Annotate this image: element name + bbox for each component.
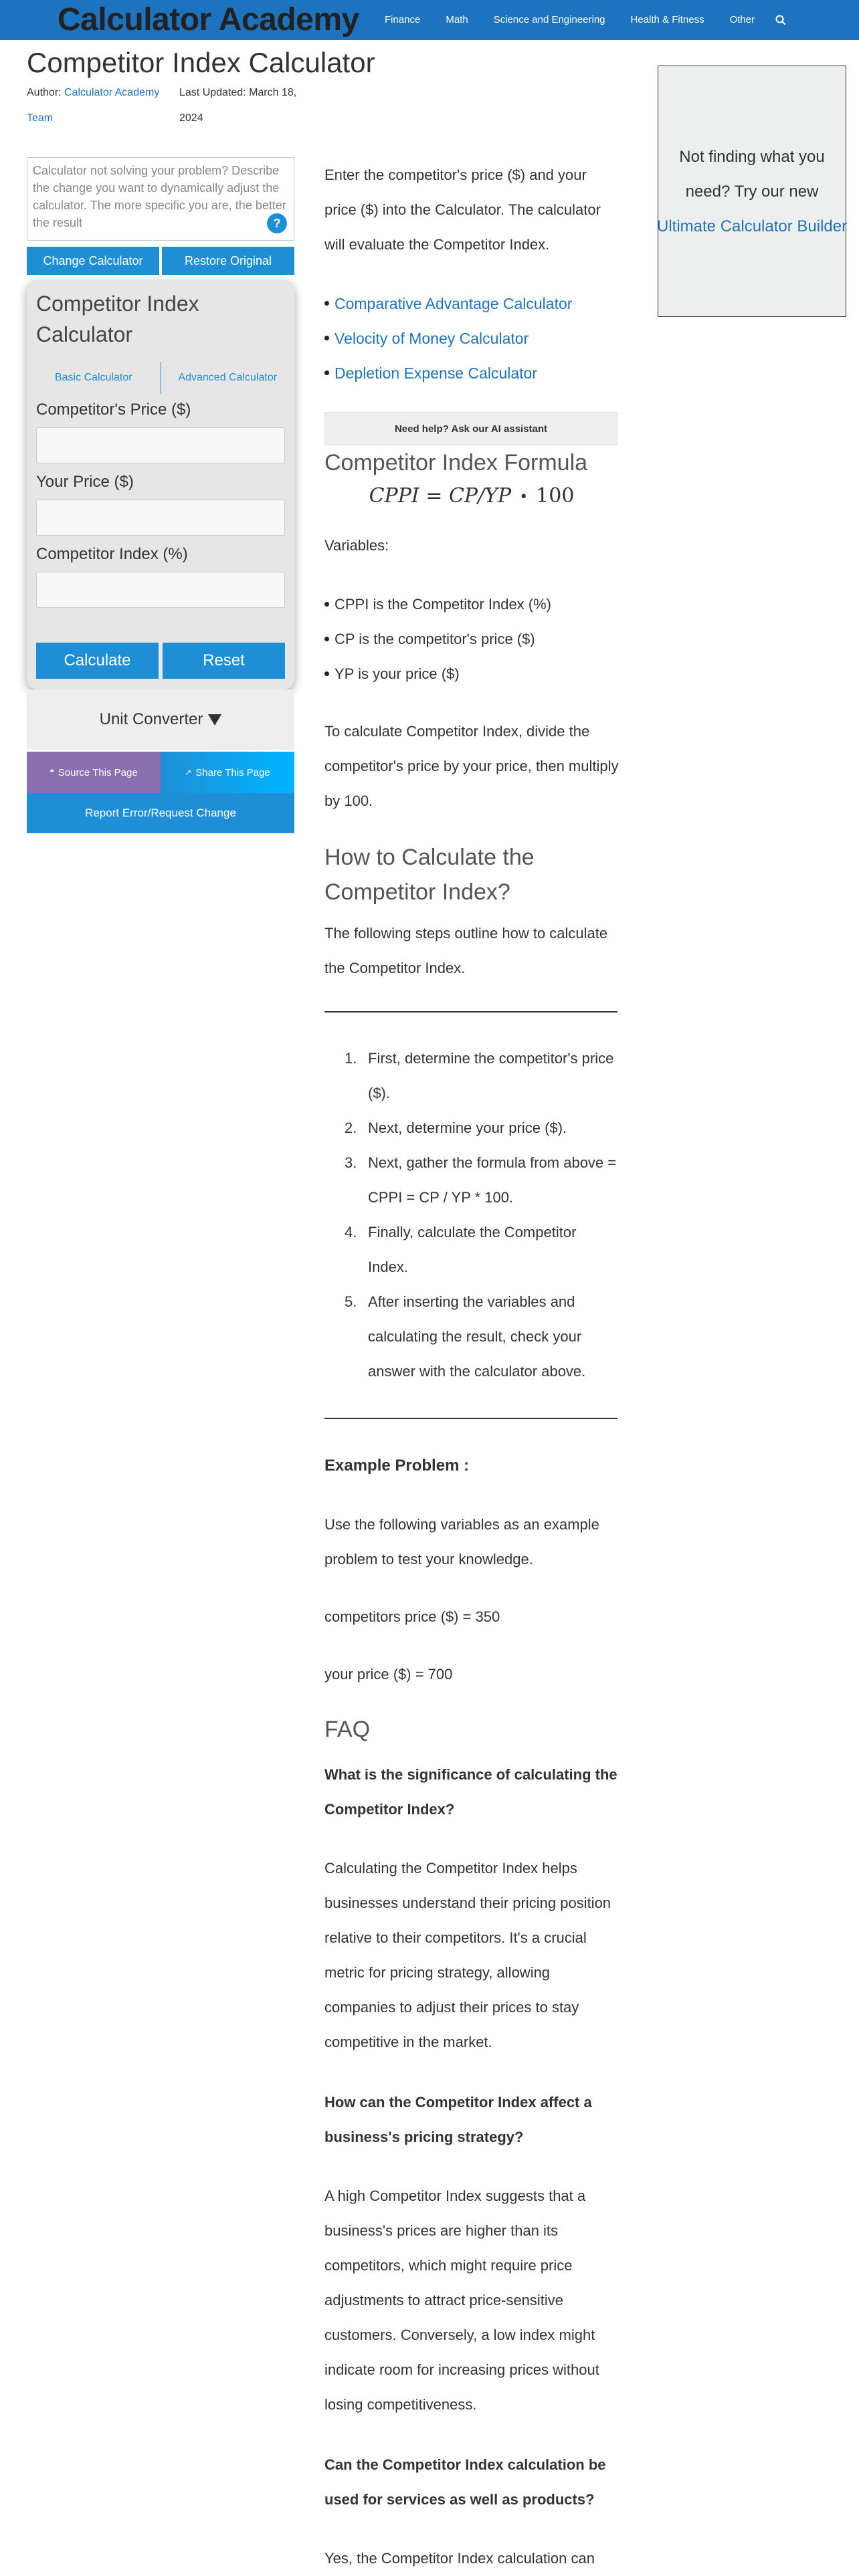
site-logo[interactable]: Calculator Academy bbox=[58, 2, 359, 37]
calculator-builder-promo bbox=[658, 66, 846, 317]
formula-rhs: 100 bbox=[536, 484, 575, 508]
variable-item: CPPI is the Competitor Index (%) bbox=[324, 587, 619, 622]
share-page-label: Share This Page bbox=[195, 766, 270, 778]
nav-item-finance[interactable]: Finance bbox=[385, 14, 421, 25]
example-intro: Use the following variables as an example problem to test your knowledge. bbox=[324, 1516, 599, 1568]
change-request-input[interactable] bbox=[27, 157, 294, 241]
formula-lhs: CPPI = CP/YP bbox=[369, 484, 512, 508]
ai-assistant-button[interactable]: Need help? Ask our AI assistant bbox=[324, 412, 617, 445]
calculator-actions bbox=[36, 643, 285, 679]
tab-advanced-calculator[interactable]: Advanced Calculator bbox=[161, 362, 295, 394]
nav-item-math[interactable]: Math bbox=[446, 14, 468, 25]
competitor-price-input[interactable] bbox=[36, 427, 285, 463]
steps-list bbox=[324, 1041, 619, 1389]
step-item: 2. Next, determine your price ($). bbox=[345, 1119, 567, 1136]
calculator-title: Competitor Index Calculator bbox=[36, 292, 199, 346]
your-price-input[interactable] bbox=[36, 500, 285, 536]
faq-answer: Calculating the Competitor Index helps businesses understand their pricing position relative to their competitors. It's a crucial metric for pricing strategy, allowing companies to adjust their prices to stay competitive in the market. bbox=[324, 1860, 611, 2050]
page-title: Competitor Index Calculator bbox=[27, 47, 375, 78]
restore-original-button[interactable]: Restore Original bbox=[162, 247, 294, 275]
calculator-builder-link[interactable]: Ultimate Calculator Builder bbox=[657, 217, 848, 235]
variables-list bbox=[324, 587, 619, 691]
change-request-placeholder: Calculator not solving your problem? Describe the change you want to dynamically adjust the calculator. The more specific you are, the better the result bbox=[33, 164, 286, 229]
competitor-index-label: Competitor Index (%) bbox=[36, 545, 188, 563]
example-competitor-price: competitors price ($) = 350 bbox=[324, 1608, 500, 1625]
example-heading: Example Problem : bbox=[324, 1457, 470, 1475]
report-error-button[interactable]: Report Error/Request Change bbox=[27, 793, 294, 833]
related-link-velocity-of-money[interactable]: Velocity of Money Calculator bbox=[324, 321, 619, 356]
your-price-label: Your Price ($) bbox=[36, 473, 134, 491]
nav-item-science[interactable]: Science and Engineering bbox=[493, 14, 605, 25]
intro-paragraph: Enter the competitor's price ($) and your price ($) into the Calculator. The calculator will evaluate the Competitor Index. bbox=[324, 167, 601, 253]
faq-question: What is the significance of calculating the Competitor Index? bbox=[324, 1766, 617, 1818]
change-calculator-button[interactable]: Change Calculator bbox=[27, 247, 159, 275]
related-calculators bbox=[324, 286, 619, 391]
quote-icon: ❝ bbox=[50, 768, 54, 777]
caret-down-icon bbox=[208, 714, 221, 726]
share-page-button[interactable] bbox=[161, 752, 294, 793]
last-updated: Last Updated: March 18, 2024 bbox=[179, 87, 297, 124]
divider bbox=[324, 1011, 617, 1012]
help-button[interactable]: ? bbox=[267, 213, 287, 233]
formula bbox=[324, 484, 619, 508]
calculate-button[interactable]: Calculate bbox=[36, 643, 159, 679]
related-link-comparative-advantage[interactable]: Comparative Advantage Calculator bbox=[324, 286, 619, 321]
author-link[interactable]: Calculator Academy Team bbox=[27, 87, 160, 124]
faq-question: How can the Competitor Index affect a business's pricing strategy? bbox=[324, 2094, 592, 2145]
step-item: 5. After inserting the variables and calculating the result, check your answer with the calculator above. bbox=[345, 1293, 586, 1380]
reset-button[interactable]: Reset bbox=[163, 643, 285, 679]
faq-answer: A high Competitor Index suggests that a business's prices are higher than its competitors, which might require price adjustments to attract price-sensitive customers. Conversely, a low index might indicate room for increasing prices without losing competitiveness. bbox=[324, 2187, 599, 2413]
competitor-index-input[interactable] bbox=[36, 572, 285, 608]
share-icon: ↗ bbox=[185, 768, 192, 777]
example-your-price: your price ($) = 700 bbox=[324, 1666, 453, 1683]
summary-paragraph: To calculate Competitor Index, divide the competitor's price by your price, then multiply by 100. bbox=[324, 723, 619, 809]
search-icon[interactable] bbox=[767, 0, 794, 40]
step-item: 1. First, determine the competitor's price ($). bbox=[345, 1050, 614, 1101]
faq-heading: FAQ bbox=[324, 1717, 371, 1742]
related-link-depletion-expense[interactable]: Depletion Expense Calculator bbox=[324, 356, 619, 391]
top-navigation bbox=[0, 0, 859, 40]
formula-heading: Competitor Index Formula bbox=[324, 450, 588, 475]
faq-answer: Yes, the Competitor Index calculation can bbox=[324, 2550, 595, 2567]
source-page-label: Source This Page bbox=[58, 766, 138, 778]
tab-basic-calculator[interactable]: Basic Calculator bbox=[54, 372, 132, 383]
promo-text: Not finding what you need? Try our new bbox=[679, 148, 825, 201]
nav-menu bbox=[372, 0, 794, 40]
calculator-tabs bbox=[27, 362, 294, 394]
step-item: 3. Next, gather the formula from above = CPPI = CP / YP * 100. bbox=[345, 1154, 617, 1206]
nav-item-health[interactable]: Health & Fitness bbox=[630, 14, 704, 25]
faq-question: Can the Competitor Index calculation be used for services as well as products? bbox=[324, 2456, 606, 2508]
variables-label: Variables: bbox=[324, 537, 389, 554]
author-line bbox=[27, 80, 181, 131]
share-buttons bbox=[27, 752, 294, 793]
unit-converter-toggle[interactable] bbox=[27, 689, 294, 750]
divider bbox=[324, 1418, 617, 1419]
howto-heading: How to Calculate the Competitor Index? bbox=[324, 845, 535, 905]
change-buttons bbox=[27, 247, 294, 275]
formula-dot: • bbox=[519, 488, 529, 506]
author-prefix: Author: bbox=[27, 87, 65, 98]
calculator-panel bbox=[27, 280, 294, 689]
nav-item-other[interactable]: Other bbox=[729, 14, 755, 25]
howto-intro: The following steps outline how to calculate the Competitor Index. bbox=[324, 925, 608, 976]
source-page-button[interactable] bbox=[27, 752, 161, 793]
step-item: 4. Finally, calculate the Competitor Index. bbox=[345, 1224, 577, 1275]
variable-item: CP is the competitor's price ($) bbox=[324, 622, 619, 657]
competitor-price-label: Competitor's Price ($) bbox=[36, 401, 191, 419]
variable-item: YP is your price ($) bbox=[324, 657, 619, 691]
unit-converter-label: Unit Converter bbox=[99, 710, 203, 728]
